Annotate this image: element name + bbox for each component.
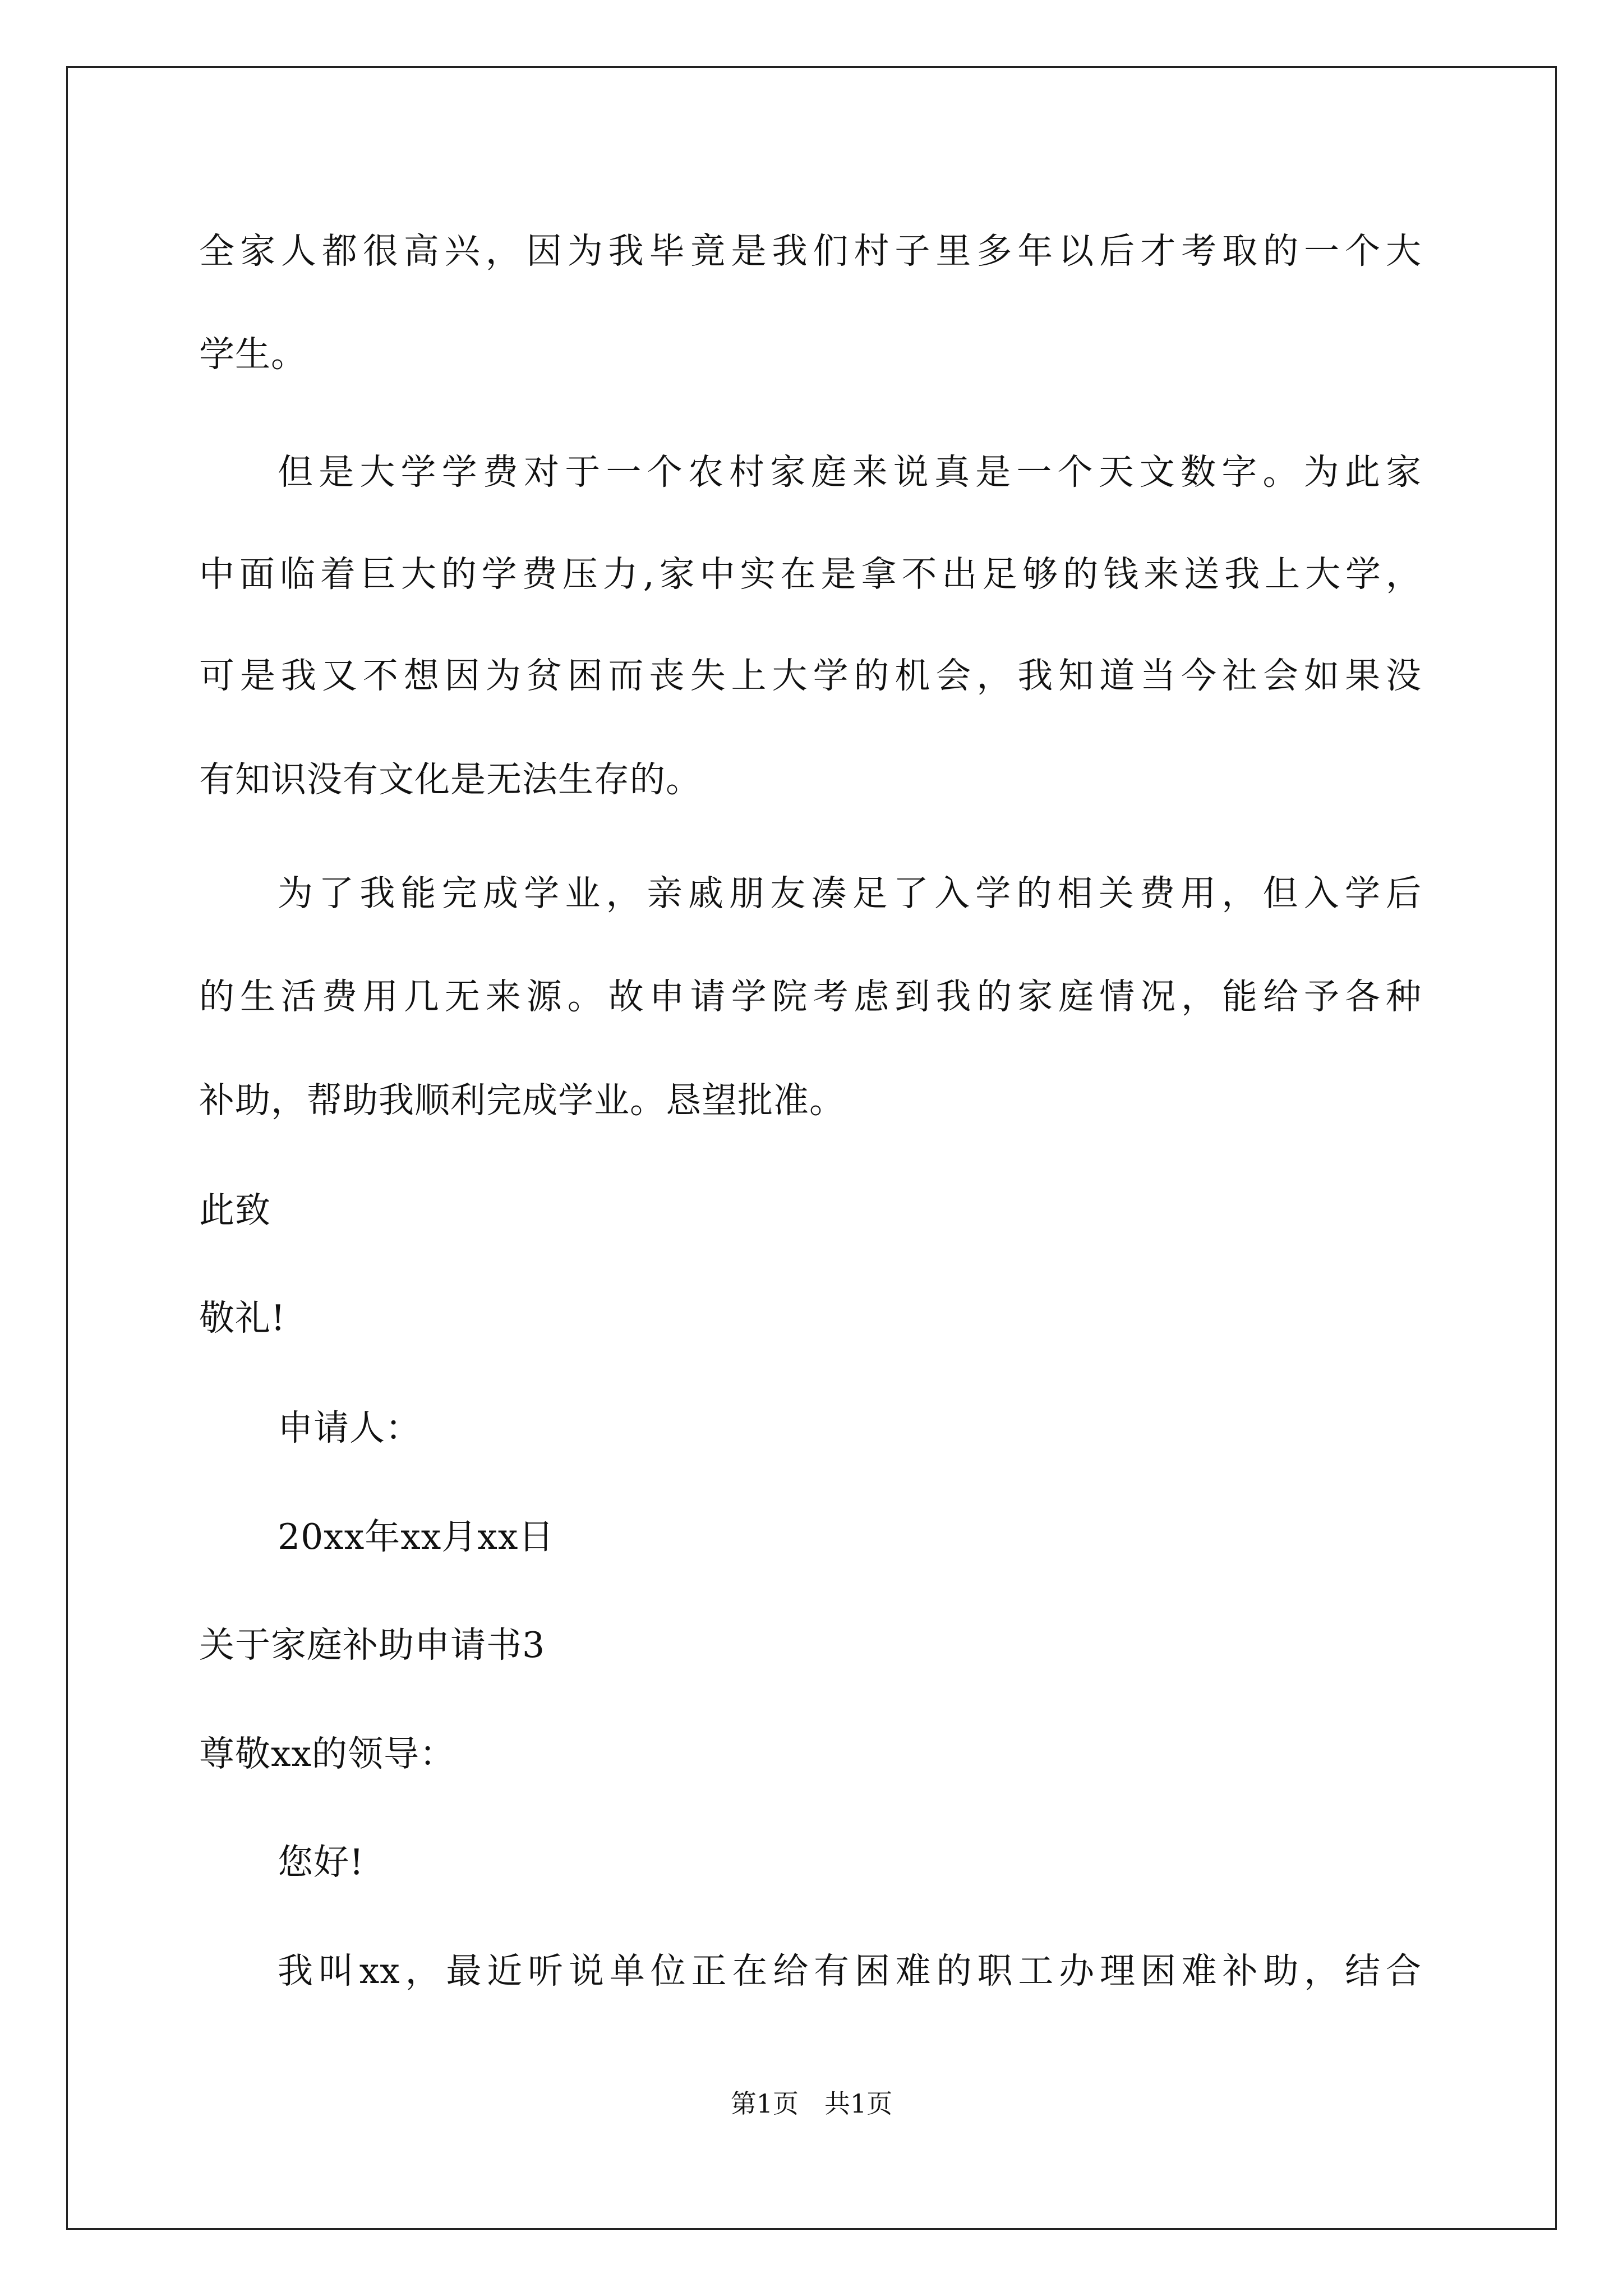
paragraph-first-line: 我叫xx，最近听说单位正在给有困难的职工办理困难补助，结合: [278, 1950, 1422, 1991]
body-line: 可是我又不想因为贫困而丧失上大学的机会，我知道当今社会如果没: [199, 655, 1422, 696]
body-line: 有知识没有文化是无法生存的。: [199, 759, 702, 800]
closing-regards: 敬礼!: [199, 1297, 286, 1338]
paragraph-first-line: 为了我能完成学业，亲戚朋友凑足了入学的相关费用，但入学后: [278, 873, 1422, 914]
paragraph-first-line: 但是大学学费对于一个农村家庭来说真是一个天文数字。为此家: [278, 452, 1422, 493]
body-line: 补助，帮助我顺利完成学业。恳望批准。: [199, 1080, 845, 1121]
date-line: 20xx年xx月xx日: [278, 1516, 555, 1557]
section-title: 关于家庭补助申请书3: [199, 1625, 546, 1665]
greeting-line: 您好!: [278, 1842, 365, 1883]
signature-label: 申请人：: [278, 1407, 421, 1448]
body-line: 全家人都很高兴，因为我毕竟是我们村子里多年以后才考取的一个大: [199, 231, 1422, 272]
page-border: [66, 66, 1557, 2230]
body-line: 中面临着巨大的学费压力,家中实在是拿不出足够的钱来送我上大学，: [199, 554, 1422, 595]
body-line: 的生活费用几无来源。故申请学院考虑到我的家庭情况，能给予各种: [199, 976, 1422, 1017]
page-number: 第1页 共1页: [730, 2088, 893, 2119]
letter-greeting: 尊敬xx的领导：: [199, 1733, 456, 1774]
closing-salutation: 此致: [199, 1190, 271, 1231]
body-line: 学生。: [199, 334, 307, 375]
